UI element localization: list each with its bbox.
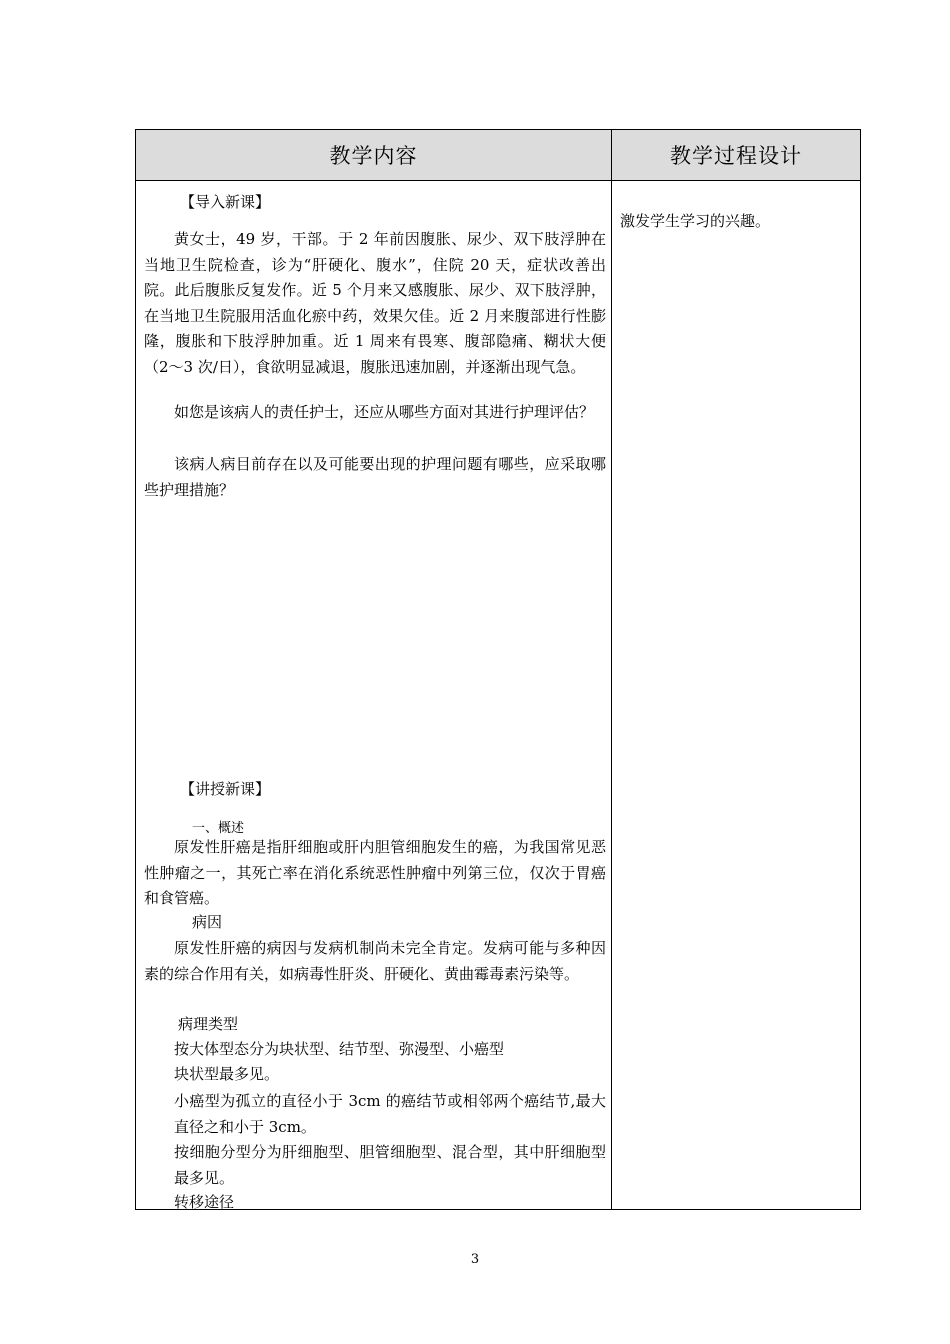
intro-question-2: 该病人病目前存在以及可能要出现的护理问题有哪些，应采取哪些护理措施？: [144, 455, 606, 499]
pathology-line-4: 按细胞分型分为肝细胞型、胆管细胞型、混合型，其中肝细胞型最多见。: [174, 1143, 606, 1187]
section-overview-title: 一、概述: [192, 821, 245, 836]
metastasis-title: 转移途径: [174, 1193, 235, 1211]
column-divider: [611, 181, 612, 1210]
process-note: 激发学生学习的兴趣。: [620, 212, 771, 230]
pathology-title: 病理类型: [178, 1015, 239, 1033]
header-teaching-content: 教学内容: [136, 130, 612, 181]
page-number: 3: [470, 1252, 480, 1267]
pathology-line-3: 小癌型为孤立的直径小于 3cm 的癌结节或相邻两个癌结节,最大直径之和小于 3cm。: [174, 1092, 606, 1136]
intro-heading: 【导入新课】: [180, 193, 271, 211]
overview-text: 原发性肝癌是指肝细胞或肝内胆管细胞发生的癌，为我国常见恶性肿瘤之一，其死亡率在消化系统恶性肿瘤中列第三位，仅次于胃癌和食管癌。: [144, 838, 606, 907]
intro-question-1: 如您是该病人的责任护士，还应从哪些方面对其进行护理评估？: [174, 403, 595, 421]
cause-text: 原发性肝癌的病因与发病机制尚未完全肯定。发病可能与多种因素的综合作用有关，如病毒性肝炎、肝硬化、黄曲霉毒素污染等。: [144, 939, 606, 983]
lecture-heading: 【讲授新课】: [180, 780, 271, 798]
lesson-table: [135, 129, 861, 1210]
header-teaching-process: 教学过程设计: [612, 130, 860, 181]
pathology-line-1: 按大体型态分为块状型、结节型、弥漫型、小癌型: [174, 1040, 505, 1058]
pathology-line-2: 块状型最多见。: [174, 1065, 280, 1083]
intro-case-text: 黄女士，49 岁，干部。于 2 年前因腹胀、尿少、双下肢浮肿在当地卫生院检查，诊为“肝硬化、腹水”，住院 20 天，症状改善出院。此后腹胀反复发作。近 5 个月来又感腹胀、尿少、双下肢浮肿，在当地卫生院服用活血化瘀中药，效果欠佳。近 2 月来腹部进行性膨隆，腹胀和下肢浮肿加重。近 1 周来有畏寒、腹部隐痛、糊状大便（2～3 次/日），食欲明显减退，腹胀迅速加剧，并逐渐出现气急。: [144, 230, 606, 376]
cause-title: 病因: [192, 913, 223, 931]
